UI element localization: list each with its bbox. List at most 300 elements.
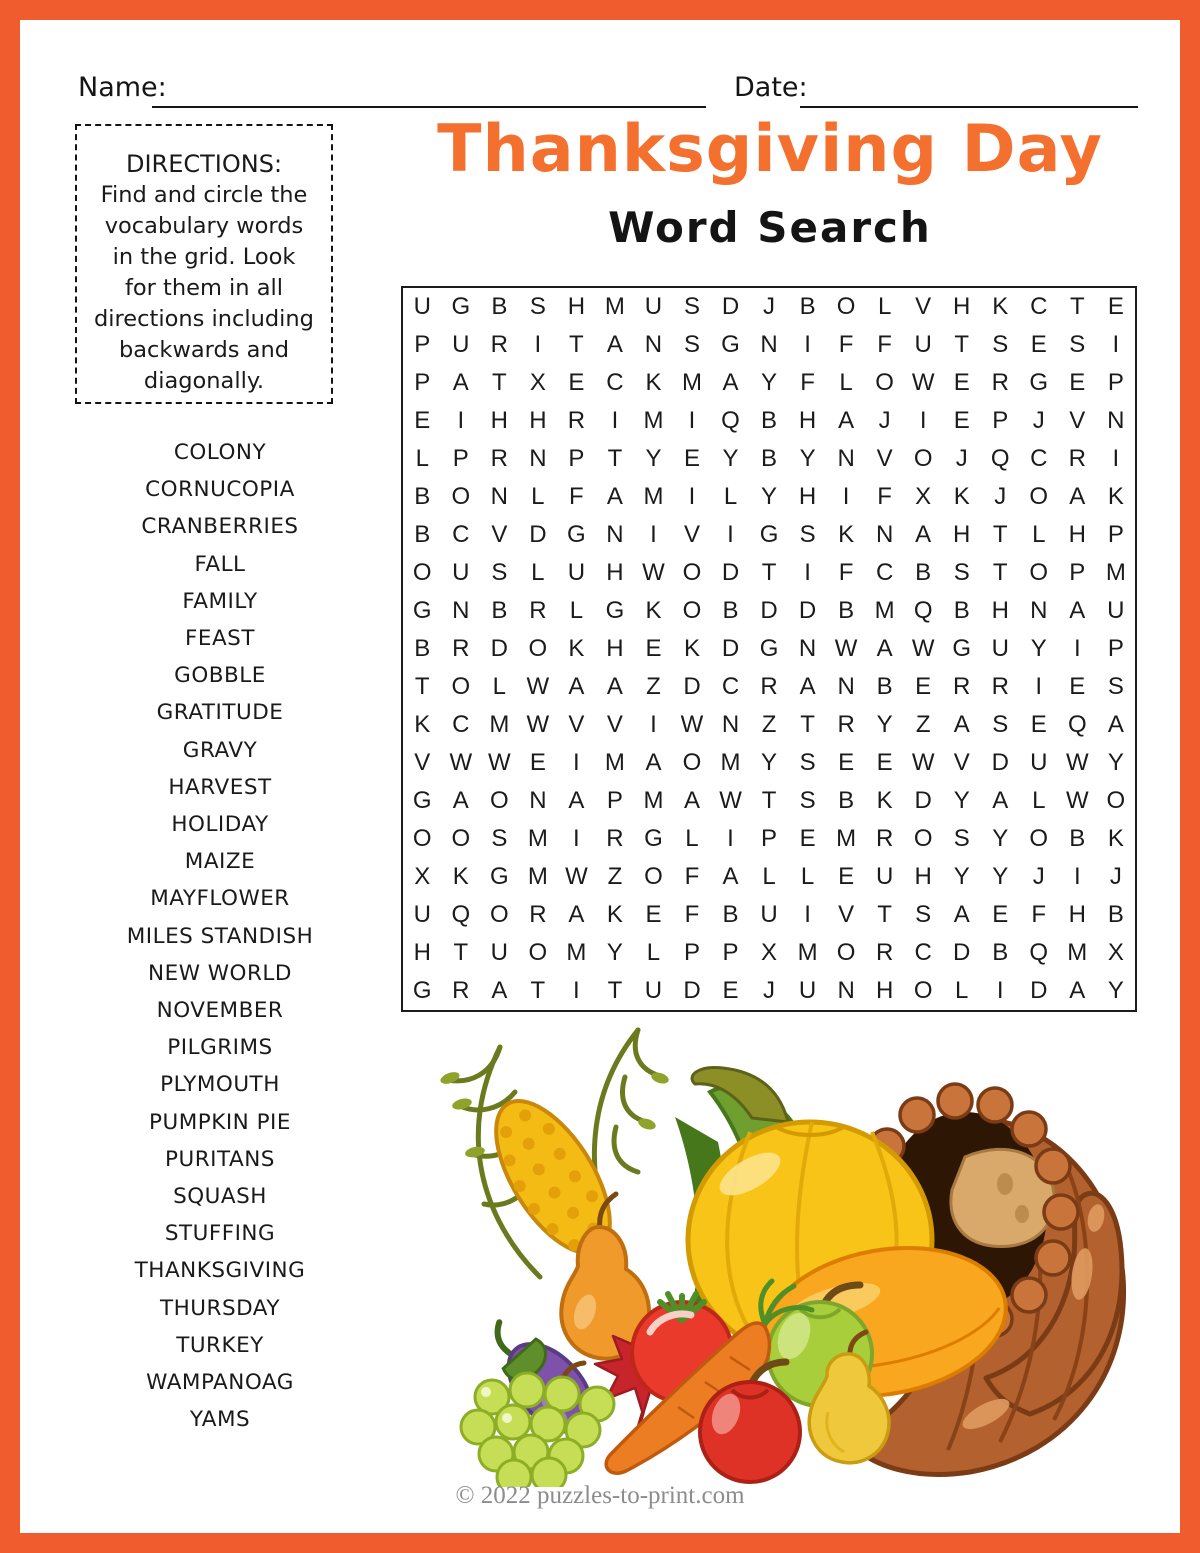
grid-cell: M (489, 711, 510, 738)
grid-cell: I (1112, 445, 1120, 472)
grid-cell: P (1107, 369, 1124, 396)
grid-cell: E (1107, 293, 1124, 320)
grid-cell: F (877, 331, 892, 358)
grid-cell: T (569, 331, 584, 358)
grid-cell: N (875, 521, 894, 548)
grid-cell: W (565, 863, 588, 890)
grid-cell: E (1030, 331, 1047, 358)
grid-row (403, 934, 1135, 972)
grid-cell: Y (722, 445, 739, 472)
grid-cell: D (683, 977, 701, 1004)
directions-heading: DIRECTIONS: (125, 150, 283, 178)
page-subtitle: Word Search (608, 203, 932, 252)
grid-cell: W (911, 749, 935, 776)
grid-row (403, 592, 1135, 630)
grid-cell: S (799, 749, 816, 776)
grid-cell: N (529, 787, 547, 814)
grid-cell: E (414, 407, 431, 434)
cornucopia-illustration (420, 1022, 1140, 1487)
directions-body (77, 180, 331, 397)
grid-cell: Y (992, 863, 1009, 890)
grid-cell: R (1068, 445, 1086, 472)
grid-cell: F (838, 331, 854, 358)
grid-cell: M (604, 293, 625, 320)
grid-cell: N (837, 673, 855, 700)
grid-cell: B (838, 787, 855, 814)
grid-cell: T (761, 559, 777, 586)
grid-cell: S (1069, 331, 1086, 358)
grid-cell: Y (953, 787, 970, 814)
grid-cell: S (529, 293, 546, 320)
grid-cell: J (1032, 407, 1045, 434)
grid-row (403, 782, 1135, 820)
grid-cell: E (838, 863, 855, 890)
grid-cell: M (681, 369, 702, 396)
grid-cell: R (991, 673, 1009, 700)
grid-cell: G (489, 863, 509, 890)
grid-cell: S (799, 521, 816, 548)
grid-cell: I (804, 901, 811, 928)
grid-cell: J (763, 293, 776, 320)
grid-cell: U (914, 331, 932, 358)
grid-cell: U (490, 939, 508, 966)
grid-row (403, 478, 1135, 516)
grid-cell: D (683, 673, 701, 700)
word-list-item: STUFFING (164, 1221, 276, 1247)
grid-cell: K (452, 863, 469, 890)
grid-cell: O (1029, 559, 1049, 586)
grid-cell: L (723, 483, 738, 510)
grid-cell: B (1069, 825, 1086, 852)
grid-cell: Y (876, 711, 893, 738)
grid-cell: K (568, 635, 585, 662)
grid-cell: E (683, 445, 700, 472)
grid-cell: Y (1107, 749, 1124, 776)
grid-cell: A (606, 331, 623, 358)
grid-cell: U (567, 559, 586, 586)
grid-cell: H (567, 293, 586, 320)
grid-cell: A (722, 863, 739, 890)
grid-cell: K (1107, 825, 1124, 852)
grid-cell: E (722, 977, 739, 1004)
word-list-item: GOBBLE (174, 663, 266, 689)
grid-cell: O (913, 825, 933, 852)
word-list-item: CRANBERRIES (141, 514, 299, 540)
grid-cell: V (683, 521, 700, 548)
grid-cell: E (1030, 711, 1047, 738)
grid-cell: C (1030, 293, 1048, 320)
grid-cell: S (953, 825, 970, 852)
grid-cell: K (992, 293, 1009, 320)
grid-row (403, 440, 1135, 478)
grid-cell: W (488, 749, 511, 776)
grid-cell: O (412, 825, 432, 852)
grid-cell: K (1107, 483, 1124, 510)
grid-cell: W (526, 673, 550, 700)
word-list-item: FAMILY (182, 588, 258, 614)
directions-line: directions including (94, 306, 314, 332)
grid-cell: G (412, 787, 432, 814)
grid-cell: B (722, 597, 739, 624)
grid-cell: I (688, 483, 696, 510)
grid-cell: S (992, 331, 1009, 358)
grid-cell: H (798, 483, 817, 510)
grid-cell: L (800, 863, 815, 890)
grid-cell: E (529, 749, 546, 776)
grid-cell: N (1030, 597, 1048, 624)
grid-cell: V (838, 901, 855, 928)
grid-cell: N (760, 331, 778, 358)
word-list-item: YAMS (189, 1407, 251, 1433)
grid-cell: D (721, 293, 740, 320)
grid-cell: A (645, 749, 662, 776)
grid-cell: X (1107, 939, 1124, 966)
grid-cell: M (643, 787, 664, 814)
grid-cell: L (1032, 787, 1046, 814)
grid-cell: I (573, 749, 580, 776)
grid-cell: Y (761, 749, 778, 776)
grid-cell: R (875, 939, 894, 966)
grid-cell: B (1107, 901, 1124, 928)
grid-cell: V (491, 521, 508, 548)
grid-cell: C (606, 369, 624, 396)
grid-cell: I (919, 407, 927, 434)
grid-cell: H (1068, 521, 1086, 548)
grid-cell: R (760, 673, 778, 700)
grid-cell: W (1065, 749, 1089, 776)
grid-cell: E (953, 407, 970, 434)
word-list-item: MAYFLOWER (150, 886, 290, 912)
grid-cell: F (800, 369, 815, 396)
grid-cell: V (1069, 407, 1086, 434)
grid-cell: L (839, 369, 853, 396)
grid-cell: M (874, 597, 895, 624)
word-list (60, 434, 380, 1438)
grid-cell: A (915, 521, 932, 548)
grid-cell: O (489, 787, 509, 814)
grid-cell: O (1029, 825, 1049, 852)
grid-cell: V (915, 293, 932, 320)
grid-cell: D (529, 521, 547, 548)
grid-cell: E (992, 901, 1009, 928)
grid-cell: M (566, 939, 587, 966)
grid-cell: E (838, 749, 855, 776)
grid-cell: H (875, 977, 894, 1004)
word-list-item: NOVEMBER (156, 998, 284, 1024)
grid-cell: N (606, 521, 624, 548)
grid-cell: W (911, 369, 935, 396)
grid-cell: I (611, 407, 619, 434)
grid-cell: W (834, 635, 858, 662)
grid-cell: B (915, 559, 932, 586)
grid-cell: I (457, 407, 465, 434)
grid-cell: E (915, 673, 932, 700)
grid-cell: A (568, 673, 585, 700)
grid-cell: N (837, 977, 855, 1004)
grid-cell: O (682, 749, 702, 776)
grid-cell: B (491, 293, 508, 320)
grid-cell: K (645, 369, 662, 396)
grid-cell: A (1069, 977, 1086, 1004)
grid-cell: P (683, 939, 700, 966)
word-list-item: COLONY (173, 440, 267, 465)
grid-cell: U (1107, 597, 1125, 624)
grid-cell: J (1109, 863, 1122, 890)
grid-cell: I (727, 521, 734, 548)
grid-cell: T (414, 673, 430, 700)
grid-cell: B (722, 901, 739, 928)
grid-cell: R (567, 407, 586, 434)
grid-cell: T (800, 711, 815, 738)
grid-cell: J (763, 977, 776, 1004)
grid-row (403, 516, 1135, 554)
grid-cell: V (414, 749, 431, 776)
grid-cell: H (490, 407, 508, 434)
grid-cell: R (529, 901, 547, 928)
grid-cell: B (761, 445, 778, 472)
grid-cell: U (413, 901, 431, 928)
grid-cell: U (644, 977, 663, 1004)
grid-cell: K (953, 483, 970, 510)
grid-cell: D (914, 787, 932, 814)
grid-cell: P (722, 939, 739, 966)
grid-cell: S (953, 559, 970, 586)
grid-cell: M (604, 749, 625, 776)
grid-cell: P (1069, 559, 1086, 586)
grid-cell: I (996, 977, 1004, 1004)
directions-line: vocabulary words (104, 213, 304, 239)
grid-cell: N (798, 635, 817, 662)
grid-cell: M (527, 825, 548, 852)
grid-cell: O (489, 901, 509, 928)
grid-cell: K (606, 901, 623, 928)
grid-cell: W (911, 635, 935, 662)
grid-cell: Q (913, 597, 933, 624)
grid-cell: I (573, 977, 580, 1004)
grid-cell: F (684, 863, 700, 890)
grid-cell: D (721, 559, 740, 586)
grid-cell: W (642, 559, 665, 586)
grid-cell: M (1105, 559, 1126, 586)
grid-cell: A (992, 787, 1009, 814)
word-list-item: MAIZE (184, 849, 256, 875)
directions-line: for them in all (124, 275, 284, 301)
word-list-item: NEW WORLD (148, 960, 292, 986)
grid-cell: L (646, 939, 661, 966)
grid-cell: E (799, 825, 816, 852)
grid-cell: I (1073, 635, 1081, 662)
grid-row (403, 858, 1135, 896)
grid-cell: A (1107, 711, 1124, 738)
grid-cell: Y (1030, 635, 1047, 662)
grid-cell: D (953, 939, 971, 966)
grid-cell: A (838, 407, 855, 434)
grid-cell: Q (1067, 711, 1087, 738)
grid-cell: T (1069, 293, 1085, 320)
grid-cell: T (877, 901, 892, 928)
grid-cell: Q (721, 407, 740, 434)
grid-cell: G (644, 825, 663, 852)
grapes (461, 1363, 614, 1487)
grid-row (403, 972, 1135, 1010)
grid-cell: O (682, 597, 702, 624)
grid-cell: P (761, 825, 778, 852)
grid-cell: S (683, 293, 700, 320)
grid-cell: Y (761, 369, 778, 396)
grid-cell: T (453, 939, 469, 966)
grid-cell: Q (990, 445, 1010, 472)
grid-cell: A (722, 369, 739, 396)
grid-cell: I (804, 331, 811, 358)
grid-cell: T (954, 331, 970, 358)
grid-cell: H (991, 597, 1009, 624)
grid-cell: U (644, 293, 663, 320)
grid-cell: C (721, 673, 740, 700)
grid-cell: E (645, 901, 662, 928)
grid-cell: S (683, 331, 700, 358)
grid-cell: P (992, 407, 1009, 434)
grid-cell: U (452, 559, 470, 586)
grid-cell: P (1107, 521, 1124, 548)
grid-cell: M (720, 749, 741, 776)
grid-cell: Q (451, 901, 471, 928)
name-blank-line (152, 106, 706, 108)
grid-cell: L (762, 863, 776, 890)
grid-cell: F (684, 901, 700, 928)
grid-cell: L (877, 293, 892, 320)
grid-cell: W (1065, 787, 1089, 814)
grid-cell: H (798, 407, 817, 434)
grid-row (403, 820, 1135, 858)
grid-cell: H (953, 293, 971, 320)
grid-cell: E (568, 369, 585, 396)
grid-cell: E (1069, 673, 1086, 700)
grid-cell: I (804, 559, 811, 586)
grid-cell: O (528, 635, 548, 662)
grid-cell: O (836, 939, 856, 966)
grid-cell: R (875, 825, 894, 852)
grid-cell: S (491, 559, 508, 586)
date-label: Date: (734, 72, 808, 103)
grid-cell: G (605, 597, 625, 624)
grid-cell: A (953, 711, 970, 738)
grid-cell: L (955, 977, 969, 1004)
grid-cell: Z (607, 863, 623, 890)
directions-box (75, 124, 333, 404)
grid-row (403, 630, 1135, 668)
grid-cell: R (529, 597, 547, 624)
grid-cell: A (606, 483, 623, 510)
grid-cell: E (645, 635, 662, 662)
page-title: Thanksgiving Day (437, 112, 1103, 187)
grid-cell: A (491, 977, 508, 1004)
grid-cell: K (645, 597, 662, 624)
grid-cell: L (569, 597, 584, 624)
grid-cell: W (526, 711, 550, 738)
grid-cell: C (914, 939, 932, 966)
grid-cell: S (992, 711, 1009, 738)
grid-row (403, 554, 1135, 592)
grid-cell: O (528, 939, 548, 966)
grid-cell: V (876, 445, 893, 472)
grid-cell: O (682, 559, 702, 586)
grid-cell: W (449, 749, 473, 776)
grid-cell: D (798, 597, 817, 624)
word-list-item: PLYMOUTH (160, 1072, 280, 1098)
grid-cell: R (991, 369, 1009, 396)
grid-cell: O (1106, 787, 1126, 814)
grid-cell: P (1107, 635, 1124, 662)
grid-cell: M (1067, 939, 1088, 966)
grid-cell: H (914, 863, 932, 890)
grid-cell: G (451, 293, 471, 320)
grid-cell: O (875, 369, 894, 396)
grid-cell: N (644, 331, 663, 358)
grid-cell: O (451, 483, 471, 510)
grid-cell: O (644, 863, 663, 890)
grid-cell: K (838, 521, 855, 548)
grid-cell: D (721, 635, 740, 662)
grid-cell: E (876, 749, 893, 776)
grid-cell: B (414, 521, 431, 548)
grid-cell: F (838, 559, 854, 586)
grid-cell: P (414, 331, 431, 358)
grid-cell: Y (606, 939, 623, 966)
grid-cell: Y (1107, 977, 1124, 1004)
grid-cell: U (452, 331, 470, 358)
grid-cell: G (1029, 369, 1049, 396)
grid-cell: J (994, 483, 1007, 510)
grid-cell: R (837, 711, 855, 738)
grid-cell: X (915, 483, 932, 510)
cornucopia-svg (420, 1022, 1140, 1487)
grid-cell: B (491, 597, 508, 624)
grid-cell: Y (799, 445, 816, 472)
grid-cell: E (953, 369, 970, 396)
grid-cell: O (451, 673, 471, 700)
grid-cell: J (878, 407, 891, 434)
grid-cell: G (721, 331, 740, 358)
grid-cell: O (913, 977, 933, 1004)
grid-cell: A (606, 673, 623, 700)
directions-line: Find and circle the (100, 182, 308, 208)
grid-cell: J (1032, 863, 1045, 890)
grid-cell: G (567, 521, 586, 548)
title-block (380, 112, 1160, 252)
grid-cell: F (877, 483, 892, 510)
grid-cell: V (606, 711, 623, 738)
grid-cell: N (490, 483, 508, 510)
grid-cell: X (529, 369, 546, 396)
grid-cell: T (607, 977, 623, 1004)
grid-cell: O (836, 293, 856, 320)
grid-cell: F (1031, 901, 1047, 928)
grid-cell: M (643, 483, 664, 510)
letter-grid (401, 286, 1137, 1012)
grid-cell: Q (1029, 939, 1049, 966)
grid-cell: N (1107, 407, 1125, 434)
name-label: Name: (78, 72, 167, 103)
grid-cell: G (759, 635, 779, 662)
grid-cell: N (529, 445, 547, 472)
grid-cell: W (719, 787, 742, 814)
grid-cell: W (680, 711, 704, 738)
word-list-item: PURITANS (165, 1146, 275, 1172)
grid-cell: A (876, 635, 893, 662)
grid-cell: X (761, 939, 778, 966)
directions-line: in the grid. Look (112, 244, 296, 270)
directions-line: backwards and (118, 337, 289, 363)
